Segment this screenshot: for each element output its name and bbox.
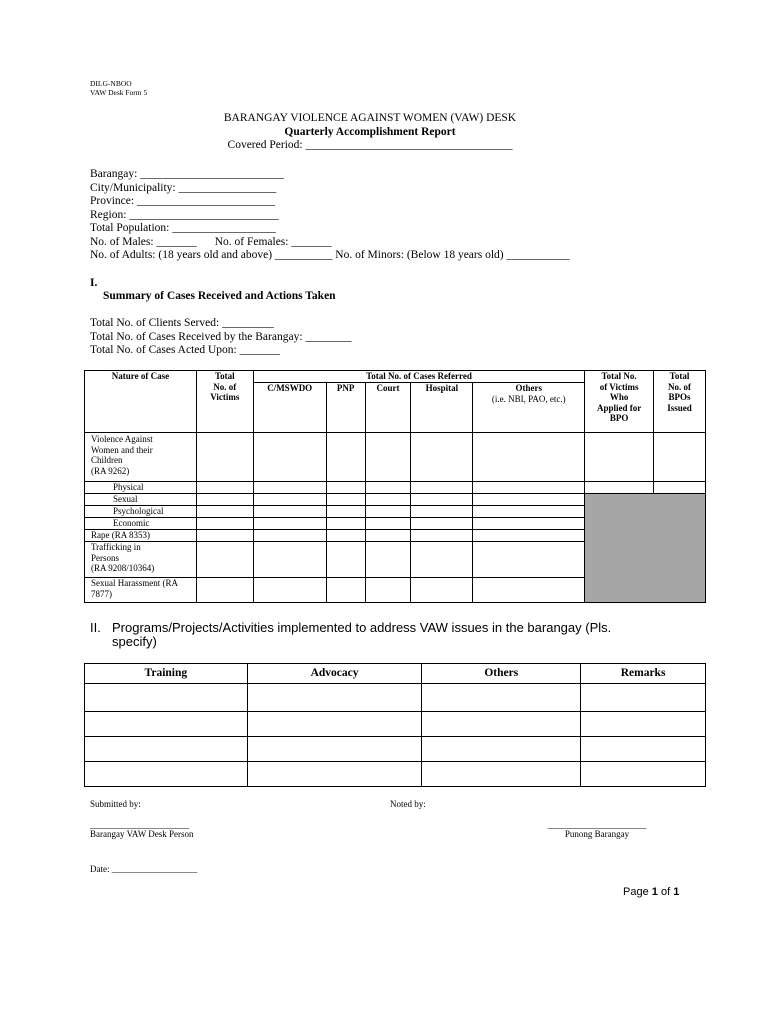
table-row	[85, 712, 706, 737]
cell[interactable]	[247, 684, 422, 712]
cell[interactable]	[581, 712, 706, 737]
noted-by-label: Noted by:	[390, 799, 426, 809]
punong-label: Punong Barangay	[564, 828, 630, 839]
cell[interactable]	[473, 518, 585, 530]
title-sub: Quarterly Accomplishment Report	[284, 125, 456, 138]
cell[interactable]	[247, 762, 422, 787]
cell[interactable]	[365, 542, 411, 578]
cell[interactable]	[365, 506, 411, 518]
cell[interactable]	[473, 506, 585, 518]
programs-table	[84, 663, 706, 787]
cell[interactable]	[422, 762, 581, 787]
cell[interactable]	[365, 494, 411, 506]
of-label: of	[660, 886, 671, 898]
header-cmswdo: C/MSWDO	[253, 383, 326, 433]
cases-received-field: Total No. of Cases Received by the Barangay: ________	[90, 330, 352, 343]
cell[interactable]	[326, 578, 365, 603]
cell[interactable]	[581, 762, 706, 787]
cell[interactable]	[365, 482, 411, 494]
cell[interactable]	[411, 530, 473, 542]
covered-period: Covered Period: ____________________________________	[227, 139, 513, 151]
cell[interactable]	[654, 482, 706, 494]
cell[interactable]	[411, 542, 473, 578]
row-label-harassment: Sexual Harassment (RA 7877)	[85, 578, 197, 603]
cell[interactable]	[585, 433, 654, 482]
cell[interactable]	[411, 482, 473, 494]
signature-line: ______________________	[547, 820, 647, 830]
cell[interactable]	[196, 542, 253, 578]
cell[interactable]	[253, 506, 326, 518]
page-number	[623, 886, 679, 898]
cell[interactable]	[196, 494, 253, 506]
cell[interactable]	[411, 494, 473, 506]
vaw-person-label: Barangay VAW Desk Person	[90, 828, 194, 839]
cell[interactable]	[654, 433, 706, 482]
cell[interactable]	[411, 578, 473, 603]
age-fields: No. of Adults: (18 years old and above) __________ No. of Minors: (Below 18 years old) ___________	[90, 249, 570, 261]
vaw-person-signature	[90, 820, 194, 839]
cases-table	[84, 370, 706, 603]
cell[interactable]	[85, 737, 248, 762]
cell[interactable]	[253, 542, 326, 578]
cell[interactable]	[85, 712, 248, 737]
cell[interactable]	[247, 712, 422, 737]
barangay-field: Barangay: _________________________	[90, 168, 284, 180]
section-1-number: I.	[90, 277, 98, 289]
header-hospital: Hospital	[411, 383, 473, 433]
section-2-number: II.	[90, 620, 101, 635]
row-label-trafficking: Trafficking in Persons (RA 9208/10364)	[85, 542, 197, 578]
form-number: VAW Desk Form 5	[90, 88, 148, 97]
cell[interactable]	[585, 482, 654, 494]
gender-fields	[90, 236, 710, 250]
cell[interactable]	[473, 530, 585, 542]
cell[interactable]	[253, 518, 326, 530]
row-label-psychological: Psychological	[85, 506, 197, 518]
title-main: BARANGAY VIOLENCE AGAINST WOMEN (VAW) DESK	[223, 112, 517, 124]
signature-line: ______________________	[90, 820, 189, 830]
table-row	[85, 482, 706, 494]
section-2-title: Programs/Projects/Activities implemented to address VAW issues in the barangay (Pls. specify)	[112, 620, 612, 649]
clients-served-field: Total No. of Clients Served: _________	[90, 317, 274, 329]
cell[interactable]	[473, 482, 585, 494]
header-victims: Total No. of Victims	[196, 371, 253, 433]
cell[interactable]	[326, 518, 365, 530]
population-field: Total Population: __________________	[90, 222, 276, 234]
table-row	[85, 762, 706, 787]
row-label-economic: Economic	[85, 518, 197, 530]
cell[interactable]	[365, 433, 411, 482]
page-label: Page	[623, 886, 649, 898]
females-field: No. of Females: _______	[214, 235, 332, 248]
header-others: Others (i.e. NBI, PAO, etc.)	[473, 383, 585, 433]
table-row	[85, 737, 706, 762]
cell[interactable]	[253, 482, 326, 494]
cell[interactable]	[85, 684, 248, 712]
header-court: Court	[365, 383, 411, 433]
cases-acted-field: Total No. of Cases Acted Upon: _______	[90, 344, 280, 356]
cell[interactable]	[365, 518, 411, 530]
cell[interactable]	[326, 506, 365, 518]
table-row	[85, 494, 706, 506]
cell[interactable]	[326, 494, 365, 506]
cell[interactable]	[326, 542, 365, 578]
region-field: Region: __________________________	[90, 208, 279, 221]
row-label-rape: Rape (RA 8353)	[85, 530, 197, 542]
cell[interactable]	[326, 433, 365, 482]
header-others-program: Others	[422, 664, 581, 684]
header-advocacy: Advocacy	[247, 664, 422, 684]
cell[interactable]	[422, 737, 581, 762]
header-pnp: PNP	[326, 383, 365, 433]
cell[interactable]	[365, 578, 411, 603]
cell[interactable]	[253, 530, 326, 542]
submitted-by-label: Submitted by:	[90, 799, 141, 809]
cell[interactable]	[581, 737, 706, 762]
cell[interactable]	[422, 712, 581, 737]
cell[interactable]	[326, 530, 365, 542]
total-pages: 1	[673, 886, 680, 898]
cell[interactable]	[473, 578, 585, 603]
cell[interactable]	[473, 433, 585, 482]
form-code: DILG-NBOO	[90, 79, 132, 88]
header-nature: Nature of Case	[85, 371, 197, 433]
province-field: Province: ________________________	[90, 195, 275, 207]
row-label-physical: Physical	[85, 482, 197, 494]
punong-signature	[541, 820, 653, 839]
shaded-cell	[585, 494, 706, 603]
cell[interactable]	[253, 578, 326, 603]
cell[interactable]	[411, 518, 473, 530]
current-page: 1	[651, 886, 658, 898]
city-field: City/Municipality: _________________	[90, 181, 277, 194]
cell[interactable]	[411, 433, 473, 482]
cell[interactable]	[365, 530, 411, 542]
cell[interactable]	[253, 433, 326, 482]
cell[interactable]	[196, 506, 253, 518]
header-bpos-issued: Total No. of BPOs Issued	[654, 371, 706, 433]
cell[interactable]	[85, 762, 248, 787]
males-field: No. of Males: _______	[90, 235, 197, 248]
case-totals	[90, 317, 351, 358]
document-title	[90, 112, 650, 153]
table-row	[85, 433, 706, 482]
cell[interactable]	[196, 530, 253, 542]
cell[interactable]	[422, 684, 581, 712]
cell[interactable]	[326, 482, 365, 494]
cell[interactable]	[247, 737, 422, 762]
date-field: Date: ___________________	[90, 864, 198, 874]
cell[interactable]	[581, 684, 706, 712]
cell[interactable]	[196, 482, 253, 494]
cell[interactable]	[196, 578, 253, 603]
header-referred: Total No. of Cases Referred	[253, 371, 584, 383]
header-remarks: Remarks	[581, 664, 706, 684]
cell[interactable]	[253, 494, 326, 506]
cell[interactable]	[196, 518, 253, 530]
cell[interactable]	[196, 433, 253, 482]
row-label-vawc: Violence Against Women and their Children (RA 9262)	[85, 433, 197, 482]
cell[interactable]	[473, 542, 585, 578]
header-training: Training	[85, 664, 248, 684]
header-applied-bpo: Total No. of Victims Who Applied for BPO	[585, 371, 654, 433]
cell[interactable]	[411, 506, 473, 518]
table-row	[85, 684, 706, 712]
row-label-sexual: Sexual	[85, 494, 197, 506]
section-1-title: Summary of Cases Received and Actions Taken	[103, 290, 336, 302]
barangay-info	[90, 168, 710, 263]
form-header	[90, 79, 147, 97]
cell[interactable]	[473, 494, 585, 506]
